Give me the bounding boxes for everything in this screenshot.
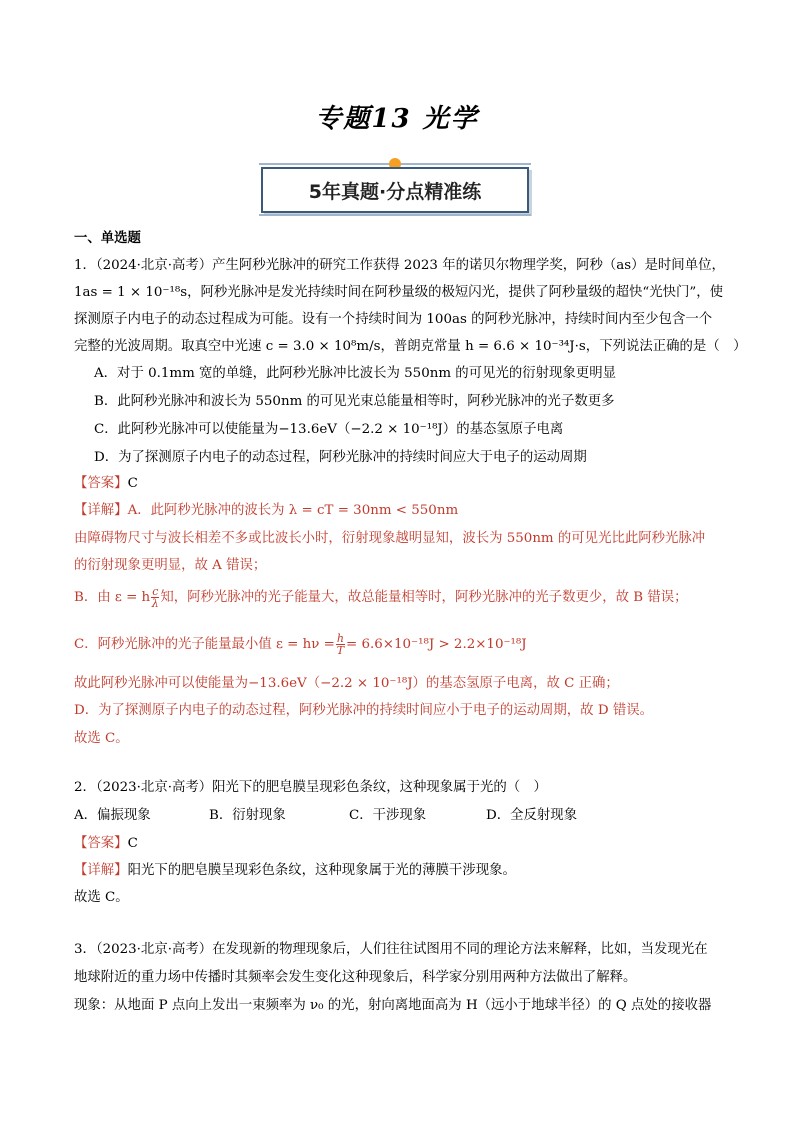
q2-detail — [74, 863, 516, 879]
q2-detail-text: 阳光下的肥皂膜呈现彩色条纹，这种现象属于光的薄膜干涉现象。 — [127, 863, 516, 878]
q1-fraction-h-over-t — [336, 633, 345, 656]
q1-option-b: B．此阿秒光脉冲和波长为 550nm 的可见光束总能量相等时，阿秒光脉冲的光子数更多 — [94, 394, 615, 409]
q2-option-a: A．偏振现象 — [74, 808, 151, 823]
fraction-numerator: c — [152, 585, 159, 598]
fraction-numerator: h — [336, 632, 344, 645]
q1-detail-line-7: D．为了探测原子内电子的动态过程，阿秒光脉冲的持续时间应小于电子的运动周期，故 D 错误。 — [74, 703, 653, 718]
q1-detail-c-prefix: C．阿秒光脉冲的光子能量最小值 ε = hν = — [74, 637, 335, 652]
q2-option-d: D．全反射现象 — [486, 808, 578, 823]
q1-stem-line-4: 完整的光波周期。取真空中光速 c = 3.0 × 10⁸m/s，普朗克常量 h = 6.6 × 10⁻³⁴J·s，下列说法正确的是（ ） — [74, 339, 747, 354]
q2-option-c: C．干涉现象 — [349, 808, 427, 823]
page-title: 专题13 光学 — [315, 104, 479, 134]
q2-answer — [74, 836, 138, 852]
q2-detail-tag: 【详解】 — [74, 863, 128, 878]
q1-detail-tag: 【详解】 — [74, 503, 128, 518]
banner-bottom-line — [259, 214, 531, 216]
q2-answer-tag: 【答案】 — [74, 836, 128, 851]
q1-detail-line-3: 的衍射现象更明显，故 A 错误； — [74, 558, 267, 573]
q1-answer-tag: 【答案】 — [74, 476, 128, 491]
q1-detail-a: A．此阿秒光脉冲的波长为 λ = cT = 30nm < 550nm — [127, 503, 459, 518]
q1-answer — [74, 476, 138, 492]
q3-stem-line-1: 3．（2023·北京·高考）在发现新的物理现象后，人们往往试图用不同的理论方法来解释，比如，当发现光在 — [74, 942, 708, 957]
q1-option-a: A．对于 0.1mm 宽的单缝，此阿秒光脉冲比波长为 550nm 的可见光的衍射现象更明显 — [94, 366, 616, 381]
q3-stem-line-2: 地球附近的重力场中传播时其频率会发生变化这种现象后，科学家分别用两种方法做出了解释。 — [74, 970, 637, 985]
q2-answer-value: C — [127, 836, 138, 851]
section-heading: 一、单选题 — [74, 230, 141, 246]
q1-stem-line-2: 1as = 1 × 10⁻¹⁸s，阿秒光脉冲是发光持续时间在阿秒量级的极短闪光，提供了阿秒量级的超快“光快门”，使 — [74, 285, 723, 300]
fraction-denominator: λ — [151, 597, 159, 610]
q1-detail-line-6: 故此阿秒光脉冲可以使能量为−13.6eV（−2.2 × 10⁻¹⁸J）的基态氢原子电离，故 C 正确； — [74, 676, 619, 691]
q1-detail-line-4 — [74, 585, 688, 611]
q2-conclusion: 故选 C。 — [74, 890, 129, 905]
q1-detail-line-5 — [74, 630, 527, 660]
fraction-denominator: T — [336, 644, 345, 657]
q1-stem-line-3: 探测原子内电子的动态过程成为可能。设有一个持续时间为 100as 的阿秒光脉冲，持续时间内至少包含一个 — [74, 312, 713, 327]
q1-fraction-c-over-lambda — [151, 586, 159, 609]
banner-box — [261, 167, 529, 213]
q1-detail-b-prefix: B．由 ε = h — [74, 590, 151, 605]
q1-detail-c-suffix: = 6.6×10⁻¹⁸J > 2.2×10⁻¹⁸J — [345, 637, 527, 652]
q1-detail-b-suffix: 知，阿秒光脉冲的光子能量大，故总能量相等时，阿秒光脉冲的光子数更少，故 B 错误； — [160, 590, 688, 605]
q1-detail-line-1 — [74, 503, 458, 519]
q1-stem-line-1: 1．（2024·北京·高考）产生阿秒光脉冲的研究工作获得 2023 年的诺贝尔物理学奖，阿秒（as）是时间单位， — [74, 258, 725, 273]
banner — [259, 158, 531, 216]
q1-detail-line-2: 由障碍物尺寸与波长相差不多或比波长小时，衍射现象越明显知，波长为 550nm 的可见光比此阿秒光脉冲 — [74, 531, 706, 546]
q1-option-d: D．为了探测原子内电子的动态过程，阿秒光脉冲的持续时间应大于电子的运动周期 — [94, 450, 587, 465]
q2-option-b: B．衍射现象 — [209, 808, 286, 823]
banner-text: 5年真题·分点精准练 — [308, 180, 482, 203]
q1-conclusion: 故选 C。 — [74, 731, 129, 746]
q1-option-c: C．此阿秒光脉冲可以使能量为−13.6eV（−2.2 × 10⁻¹⁸J）的基态氢原子电离 — [94, 422, 564, 437]
q3-stem-line-3: 现象：从地面 P 点向上发出一束频率为 ν₀ 的光，射向离地面高为 H（远小于地球半径）的 Q 点处的接收器 — [74, 998, 712, 1013]
q1-answer-value: C — [127, 476, 138, 491]
q2-stem: 2．（2023·北京·高考）阳光下的肥皂膜呈现彩色条纹，这种现象属于光的（ ） — [74, 780, 547, 795]
